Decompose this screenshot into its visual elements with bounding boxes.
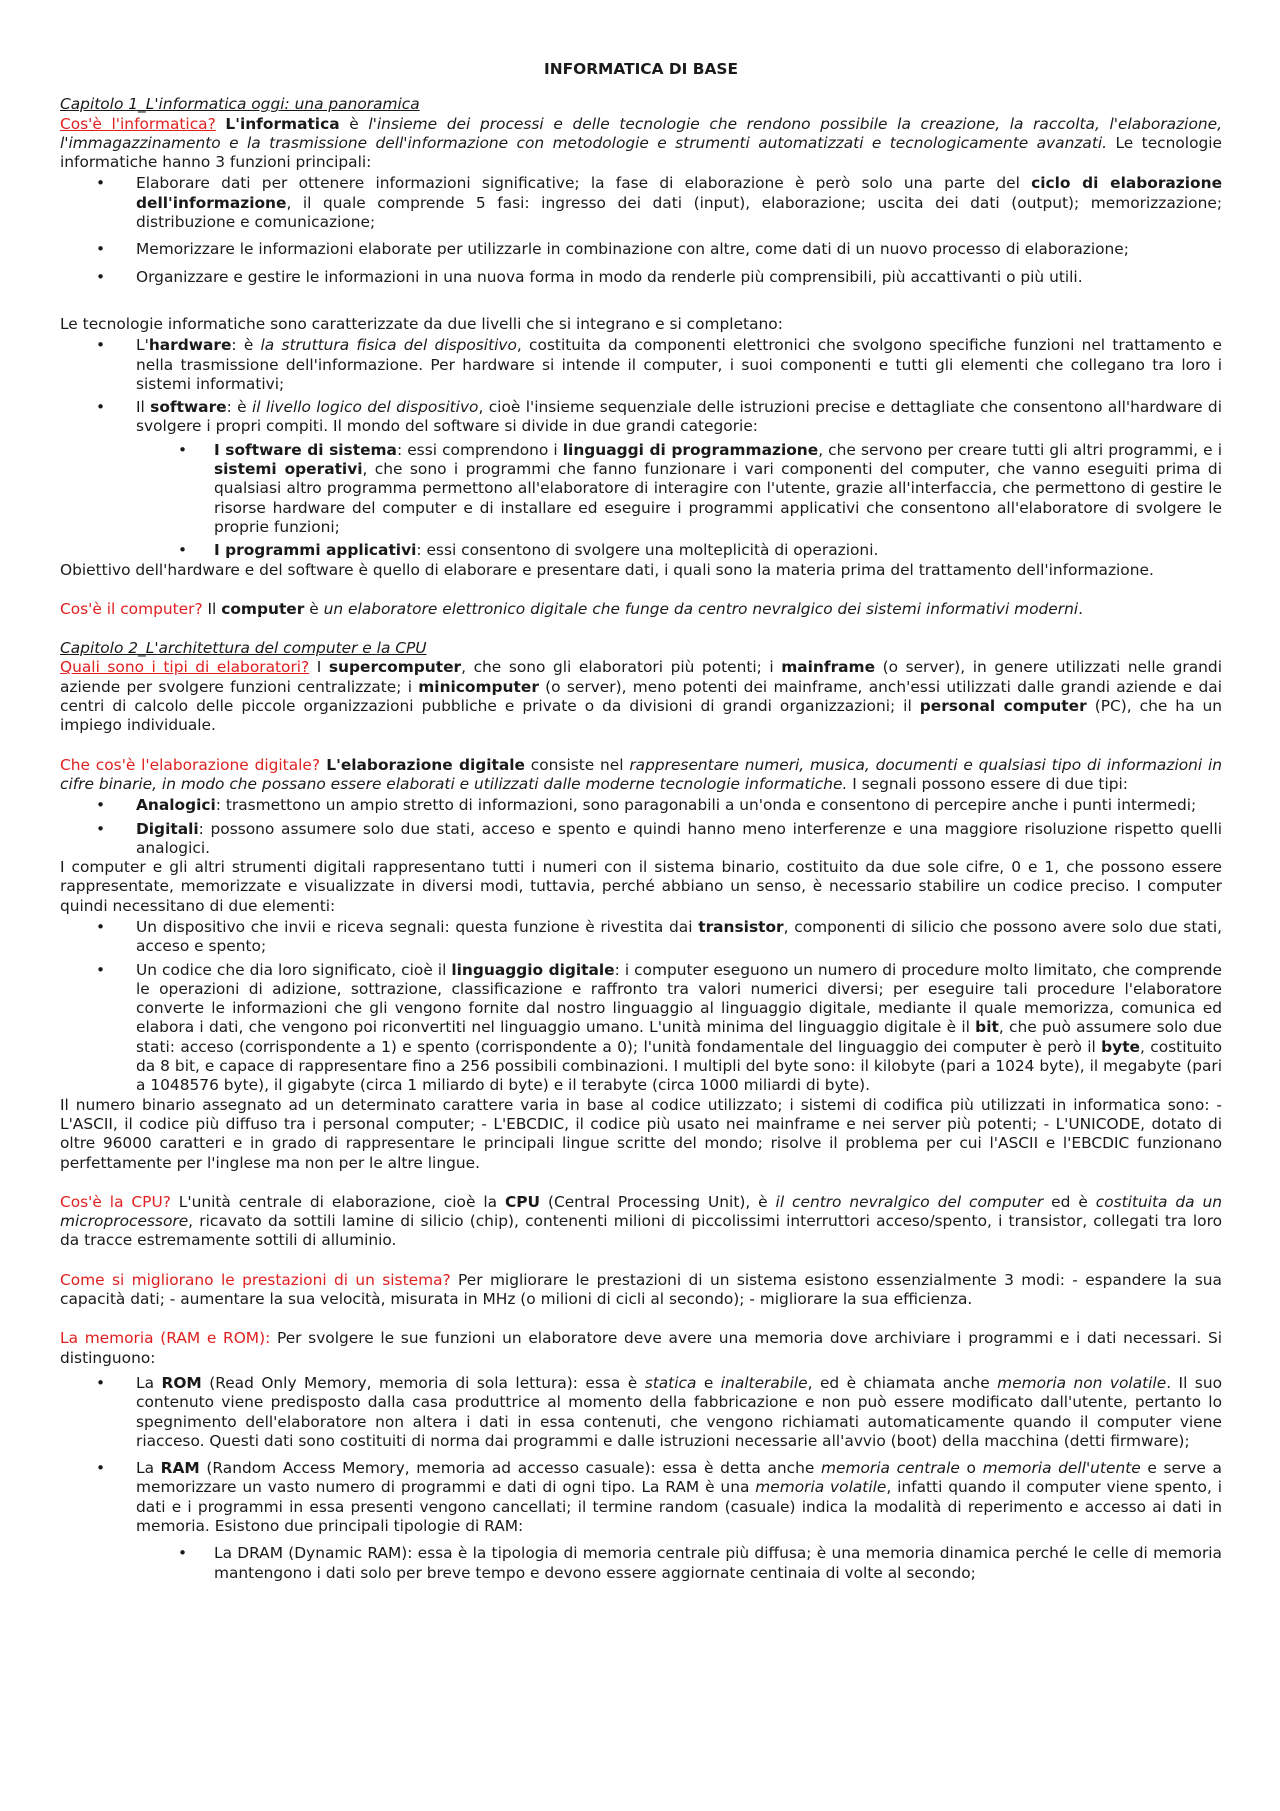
paragraph-prestazioni: Come si migliorano le prestazioni di un sistema? Per migliorare le prestazioni di un sistema esistono essenzialmente 3 modi: - espandere la sua capacità dati; - aumentare la sua velocità, misurata in MHz (o milioni di cicli al secondo); - migliorare la sua efficienza. — [60, 1270, 1222, 1309]
question-digitale: Che cos'è l'elaborazione digitale? — [60, 755, 321, 774]
paragraph-levels: Le tecnologie informatiche sono caratterizzate da due livelli che si integrano e si completano: — [60, 314, 783, 333]
list-item: • I software di sistema: essi comprendono i linguaggi di programmazione, che servono per creare tutti gli altri programmi, e i sistemi operativi, che sono i programmi che fanno funzionare i vari componenti del computer, che vanno eseguiti prima di qualsiasi altro programma permettono all'elaboratore di interagire con l'utente, grazie all'interfaccia, che permettono di gestire le risorse hardware del computer e di installare ed eseguire i programmi applicativi che consentono all'elaboratore di svolgere le proprie funzioni; — [60, 441, 1222, 537]
list-item-hardware: • L'hardware: è la struttura fisica del dispositivo, costituita da componenti elettronici che svolgono specifiche funzioni nel trattamento e nella trasmissione dell'informazione. Per hardware si intende il computer, i suoi componenti e tutti gli elementi che collegano tra loro i sistemi informativi; — [60, 336, 1222, 394]
paragraph-memoria: La memoria (RAM e ROM): Per svolgere le sue funzioni un elaboratore deve avere una memoria dove archiviare i programmi e i dati necessari. Si distinguono: — [60, 1329, 1222, 1367]
chapter-2-heading: Capitolo 2_L'architettura del computer e la CPU — [60, 639, 427, 658]
list-item: • Memorizzare le informazioni elaborate per utilizzarle in combinazione con altre, come dati di un nuovo processo di elaborazione; — [60, 240, 1222, 259]
document-title: INFORMATICA DI BASE — [544, 60, 738, 78]
question-elaboratori: Quali sono i tipi di elaboratori? — [60, 658, 310, 677]
question-informatica: Cos'è l'informatica? — [60, 114, 216, 133]
list-item: • Elaborare dati per ottenere informazioni significative; la fase di elaborazione è però solo una parte del ciclo di elaborazione dell'informazione, il quale comprende 5 fasi: ingresso dei dati (input), elaborazione; uscita dei dati (output); memorizzazione; distribuzione e comunicazione; — [60, 174, 1222, 232]
list-item: • Un codice che dia loro significato, cioè il linguaggio digitale: i computer eseguono un numero di procedure molto limitato, che comprende le operazioni di adizione, sottrazione, classificazione e raffronto tra valori numerici diversi; per eseguire tali procedure l'elaboratore converte le informazioni che gli vengono fornite dal nostro linguaggio al linguaggio digitale, mediante il quale memorizza, comunica ed elabora i dati, che vengono poi riconvertiti nel linguaggio umano. L'unità minima del linguaggio digitale è il bit, che può assumere solo due stati: acceso (corrispondente a 1) e spento (corrispondente a 0); l'unità fondamentale del linguaggio dei computer è però il byte, costituito da 8 bit, e capace di rappresentare fino a 256 possibili combinazioni. I multipli del byte sono: il kilobyte (pari a 1024 byte), il megabyte (pari a 1048576 byte), il gigabyte (circa 1 miliardo di byte) e il terabyte (circa 1000 miliardi di byte). — [60, 961, 1222, 1096]
list-item: • Analogici: trasmettono un ampio stretto di informazioni, sono paragonabili a un'onda e consentono di percepire anche i punti intermedi; — [60, 796, 1222, 815]
elements-list — [60, 918, 1222, 1096]
functions-list — [60, 174, 1222, 286]
levels-list — [60, 336, 1222, 436]
list-item-rom: • La ROM (Read Only Memory, memoria di sola lettura): essa è statica e inalterabile, ed è chiamata anche memoria non volatile. Il suo contenuto viene predisposto dalla casa produttrice al momento della fabbricazione e non può essere modificato dall'utente, pertanto lo spegnimento dell'elaboratore non altera i dati in essa contenuti, che vengono richiamati automaticamente quando il computer viene riacceso. Questi dati sono costituiti di norma dai programmi e dalle istruzioni necessarie all'avvio (boot) della macchina (detti firmware); — [60, 1374, 1222, 1451]
signals-list — [60, 796, 1222, 858]
memory-list — [60, 1374, 1222, 1536]
list-item-software: • Il software: è il livello logico del dispositivo, cioè l'insieme sequenziale delle istruzioni precise e dettagliate che consentono all'hardware di svolgere i propri compiti. Il mondo del software si divide in due grandi categorie: — [60, 398, 1222, 437]
question-memoria: La memoria (RAM e ROM): — [60, 1329, 271, 1348]
paragraph-cpu: Cos'è la CPU? L'unità centrale di elaborazione, cioè la CPU (Central Processing Unit), è il centro nevralgico del computer ed è costituita da un microprocessore, ricavato da sottili lamine di silicio (chip), contenenti milioni di piccolissimi interruttori acceso/spento, i transistor, collegati tra loro da tracce estremamente sottili di alluminio. — [60, 1192, 1222, 1250]
list-item: • Digitali: possono assumere solo due stati, acceso e spento e quindi hanno meno interferenze e una maggiore risoluzione rispetto quelli analogici. — [60, 820, 1222, 859]
paragraph-informatica: Cos'è l'informatica? L'informatica è l'insieme dei processi e delle tecnologie che rendono possibile la creazione, la raccolta, l'elaborazione, l'immagazzinamento e la trasmissione dell'informazione con metodologie e strumenti automatizzati e tecnologicamente avanzati. Le tecnologie informatiche hanno 3 funzioni principali: — [60, 114, 1222, 172]
ram-types-list — [60, 1544, 1222, 1583]
paragraph-obiettivo: Obiettivo dell'hardware e del software è quello di elaborare e presentare dati, i quali sono la materia prima del trattamento dell'informazione. — [60, 560, 1154, 579]
chapter-1-heading: Capitolo 1_L'informatica oggi: una panoramica — [60, 95, 420, 114]
list-item: • Organizzare e gestire le informazioni in una nuova forma in modo da renderle più comprensibili, più accattivanti o più utili. — [60, 268, 1222, 287]
paragraph-elaboratori: Quali sono i tipi di elaboratori? I supercomputer, che sono gli elaboratori più potenti; i mainframe (o server), in genere utilizzati nelle grandi aziende per svolgere funzioni centralizzate; i minicomputer (o server), meno potenti dei mainframe, anch'essi utilizzati dalle grandi aziende e dai centri di calcolo delle piccole organizzazioni pubbliche e private o da divisioni di grandi organizzazioni; il personal computer (PC), che ha un impiego individuale. — [60, 658, 1222, 735]
list-item-ram: • La RAM (Random Access Memory, memoria ad accesso casuale): essa è detta anche memoria centrale o memoria dell'utente e serve a memorizzare un vasto numero di programmi e dati di ogni tipo. La RAM è una memoria volatile, infatti quando il computer viene spento, i dati e i programmi in essa presenti vengono cancellati; il termine random (casuale) indica la modalità di reperimento e accesso ai dati in memoria. Esistono due principali tipologie di RAM: — [60, 1459, 1222, 1536]
paragraph-digitale: Che cos'è l'elaborazione digitale? L'elaborazione digitale consiste nel rappresentare numeri, musica, documenti e qualsiasi tipo di informazioni in cifre binarie, in modo che possano essere elaborati e utilizzati dalle moderne tecnologie informatiche. I segnali possono essere di due tipi: — [60, 755, 1222, 793]
list-item: • Un dispositivo che invii e riceva segnali: questa funzione è rivestita dai transistor, componenti di silicio che possono avere solo due stati, acceso e spento; — [60, 918, 1222, 957]
list-item: • I programmi applicativi: essi consentono di svolgere una molteplicità di operazioni. — [60, 541, 1222, 560]
paragraph-codici: Il numero binario assegnato ad un determinato carattere varia in base al codice utilizzato; i sistemi di codifica più utilizzati in informatica sono: - L'ASCII, il codice più diffuso tra i personal computer; - L'EBCDIC, il codice più usato nei mainframe e nei server più potenti; - L'UNICODE, dotato di oltre 96000 caratteri e in grado di rappresentare le principali lingue scritte del mondo; risolve il problema per cui l'ASCII e l'EBCDIC funzionano perfettamente per l'inglese ma non per le altre lingue. — [60, 1095, 1222, 1172]
question-computer: Cos'è il computer? — [60, 599, 203, 618]
question-prestazioni: Come si migliorano le prestazioni di un sistema? — [60, 1270, 451, 1289]
paragraph-computer: Cos'è il computer? Il computer è un elaboratore elettronico digitale che funge da centro nevralgico dei sistemi informativi moderni. — [60, 599, 1084, 618]
software-categories-list — [60, 441, 1222, 561]
paragraph-binario: I computer e gli altri strumenti digitali rappresentano tutti i numeri con il sistema binario, costituito da due sole cifre, 0 e 1, che possono essere rappresentate, memorizzate e visualizzate in diversi modi, tuttavia, perché abbiano un senso, è necessario stabilire un codice preciso. I computer quindi necessitano di due elementi: — [60, 858, 1222, 915]
question-cpu: Cos'è la CPU? — [60, 1192, 171, 1211]
list-item: • La DRAM (Dynamic RAM): essa è la tipologia di memoria centrale più diffusa; è una memoria dinamica perché le celle di memoria mantengono i dati solo per breve tempo e devono essere aggiornate centinaia di volte al secondo; — [60, 1544, 1222, 1583]
